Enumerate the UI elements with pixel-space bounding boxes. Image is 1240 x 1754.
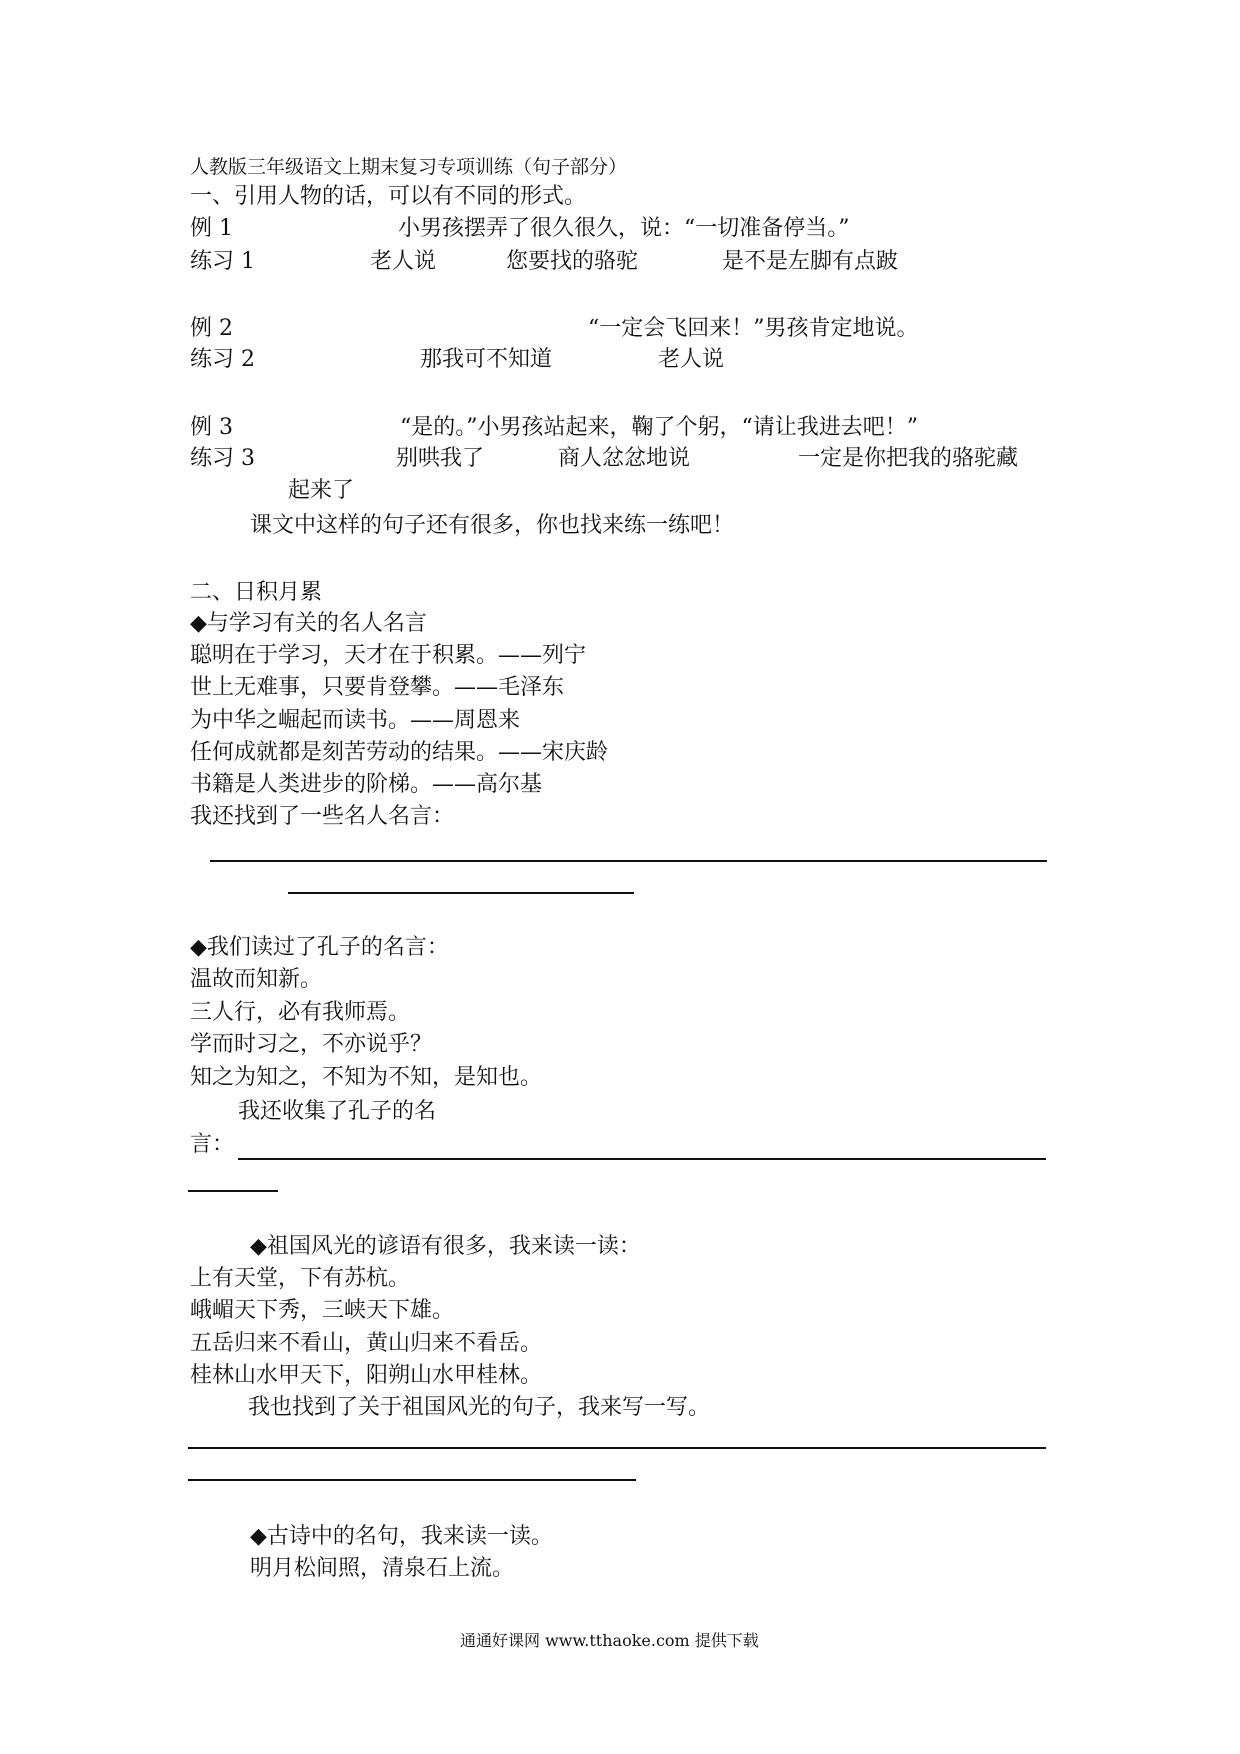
confucius-item: 学而时习之，不亦说乎？	[190, 1032, 433, 1057]
page-footer: 通通好课网 www.tthaoke.com 提供下载	[460, 1631, 759, 1650]
quote-item: 为中华之崛起而读书。——周恩来	[190, 708, 521, 733]
section2-heading: 二、日积月累	[190, 580, 323, 605]
practice3-part: 一定是你把我的骆驼藏	[798, 446, 1019, 471]
practice3-part: 商人忿忿地说	[558, 446, 691, 471]
quote-item: 任何成就都是刻苦劳动的结果。——宋庆龄	[190, 740, 609, 765]
practice1-label: 练习 1	[190, 249, 255, 274]
confucius-heading: ◆我们读过了孔子的名言：	[190, 935, 449, 960]
practice2-part: 那我可不知道	[420, 347, 553, 372]
quotes-prompt: 我还找到了一些名人名言：	[190, 804, 455, 829]
practice1-part: 您要找的骆驼	[506, 249, 639, 274]
scenery-item: 上有天堂，下有苏杭。	[190, 1266, 411, 1291]
practice1-part: 是不是左脚有点跛	[722, 249, 899, 274]
confucius-item: 知之为知之，不知为不知，是知也。	[190, 1065, 543, 1090]
example1-sentence: 小男孩摆弄了很久很久，说：“一切准备停当。”	[398, 216, 850, 241]
document-title: 人教版三年级语文上期末复习专项训练（句子部分）	[190, 156, 628, 178]
practice3-part: 别哄我了	[396, 446, 485, 471]
scenery-heading: ◆祖国风光的谚语有很多，我来读一读：	[250, 1234, 641, 1259]
answer-line	[188, 1190, 278, 1192]
example2-label: 例 2	[190, 316, 233, 341]
practice3-part: 起来了	[288, 478, 355, 503]
quotes-heading: ◆与学习有关的名人名言	[190, 611, 427, 636]
confucius-item: 温故而知新。	[190, 967, 323, 992]
poem-item: 明月松间照，清泉石上流。	[250, 1556, 515, 1581]
example1-label: 例 1	[190, 216, 233, 241]
quote-item: 世上无难事，只要肯登攀。——毛泽东	[190, 675, 565, 700]
confucius-prompt: 言：	[190, 1132, 235, 1157]
answer-line	[210, 860, 1047, 862]
answer-line	[188, 1479, 636, 1481]
confucius-prompt: 我还收集了孔子的名	[238, 1099, 437, 1124]
confucius-item: 三人行，必有我师焉。	[190, 1000, 411, 1025]
answer-line	[238, 1158, 1046, 1160]
example3-sentence: “是的。”小男孩站起来，鞠了个躬，“请让我进去吧！”	[400, 415, 918, 440]
section1-heading: 一、引用人物的话，可以有不同的形式。	[190, 184, 587, 209]
practice1-part: 老人说	[370, 249, 437, 274]
scenery-prompt: 我也找到了关于祖国风光的句子，我来写一写。	[248, 1395, 711, 1420]
example3-label: 例 3	[190, 415, 233, 440]
practice3-label: 练习 3	[190, 446, 255, 471]
scenery-item: 峨嵋天下秀，三峡天下雄。	[190, 1298, 455, 1323]
answer-line	[288, 892, 634, 894]
quote-item: 书籍是人类进步的阶梯。——高尔基	[190, 772, 543, 797]
section1-note: 课文中这样的句子还有很多，你也找来练一练吧！	[250, 513, 735, 538]
scenery-item: 五岳归来不看山，黄山归来不看岳。	[190, 1331, 543, 1356]
scenery-item: 桂林山水甲天下，阳朔山水甲桂林。	[190, 1363, 543, 1388]
quote-item: 聪明在于学习，天才在于积累。——列宁	[190, 643, 587, 668]
practice2-part: 老人说	[658, 347, 725, 372]
poems-heading: ◆古诗中的名句，我来读一读。	[250, 1524, 553, 1549]
practice2-label: 练习 2	[190, 347, 255, 372]
example2-sentence: “一定会飞回来！”男孩肯定地说。	[588, 316, 919, 341]
answer-line	[188, 1447, 1046, 1449]
